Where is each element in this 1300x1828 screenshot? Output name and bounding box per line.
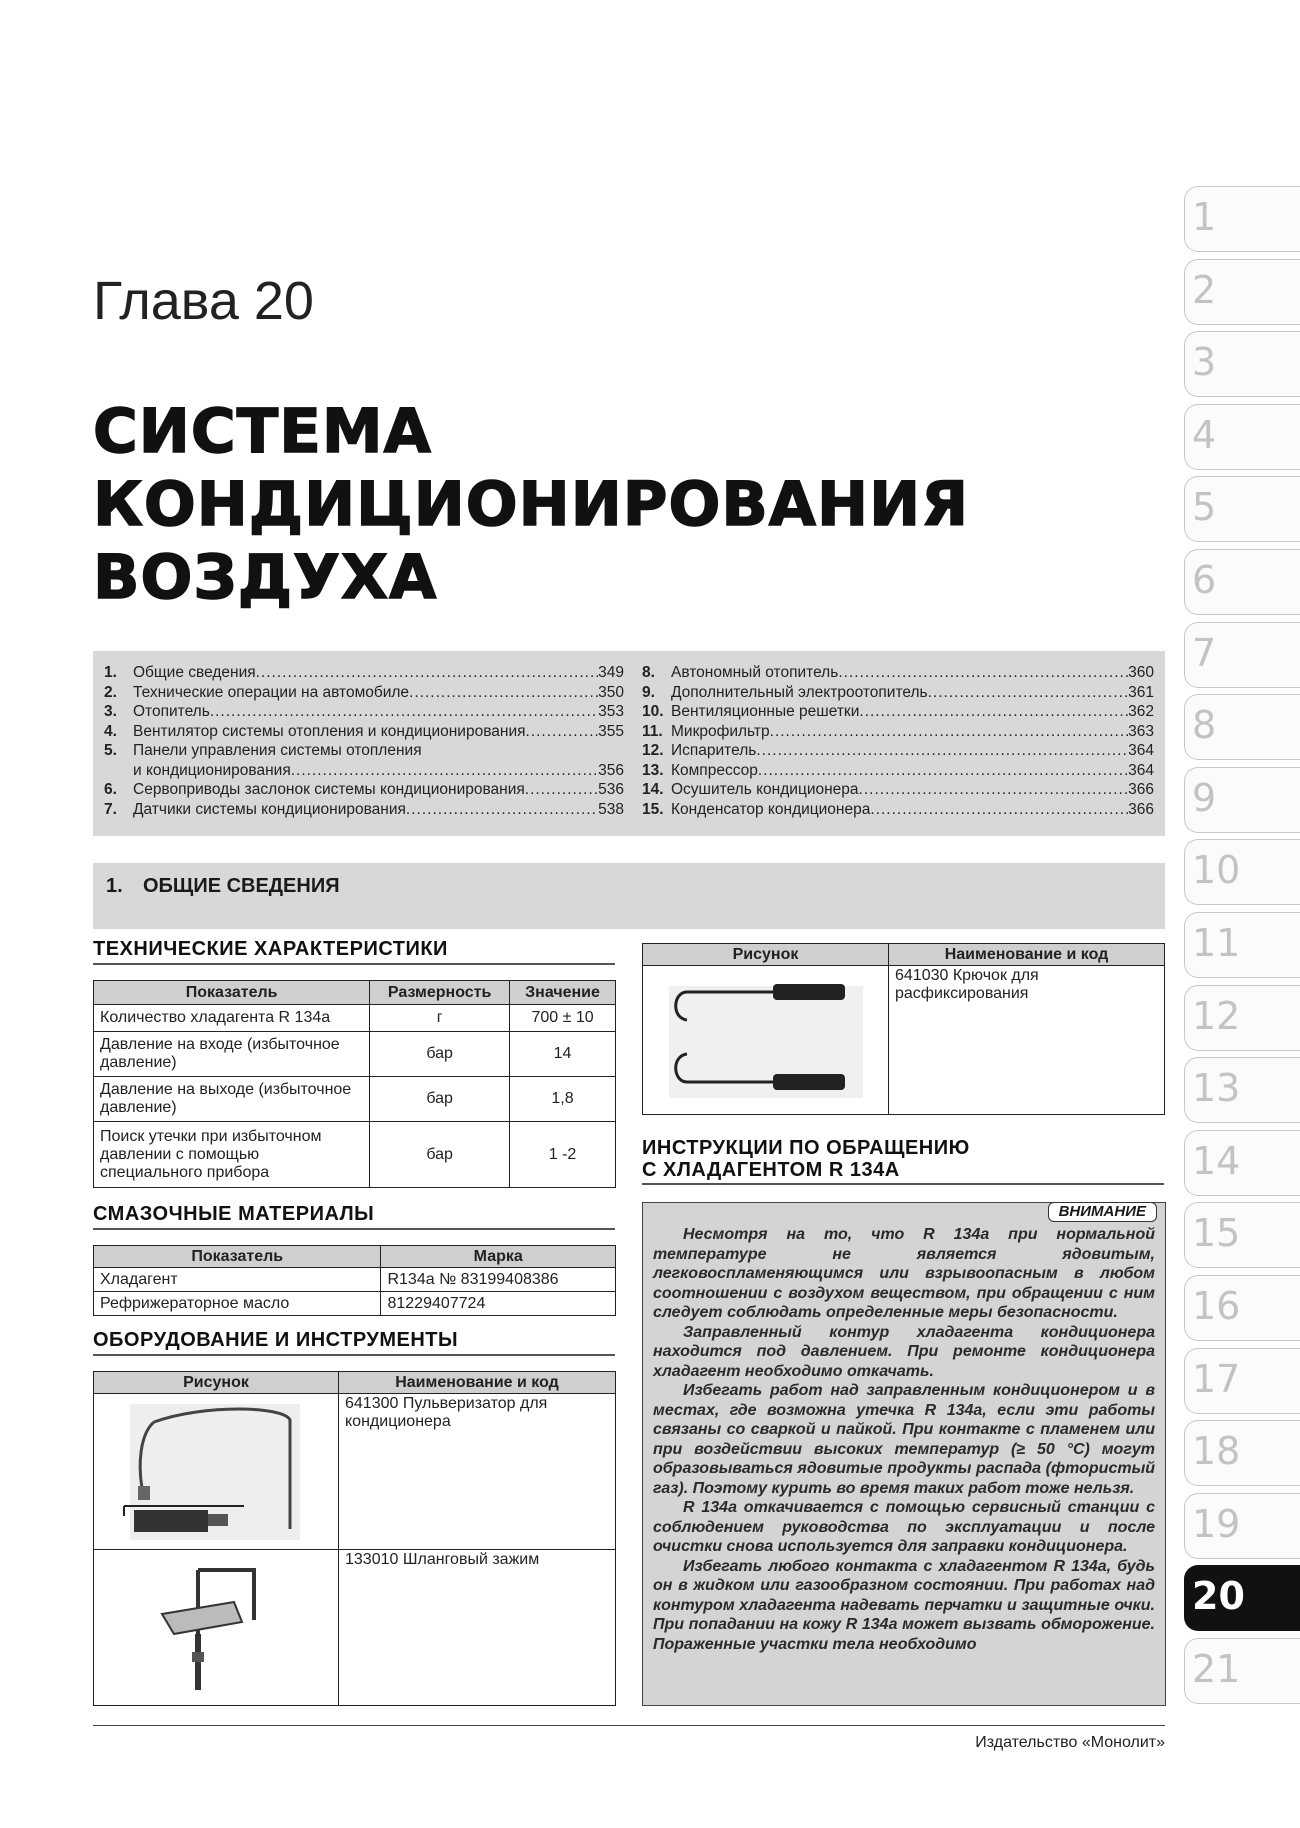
column-header: Рисунок xyxy=(643,944,889,966)
table-cell: 133010 Шланговый зажим xyxy=(339,1550,616,1706)
chapter-title xyxy=(93,395,969,614)
chapter-tab-16[interactable]: 16 xyxy=(1184,1275,1300,1341)
table-cell: Поиск утечки при избыточном давлении с помощью специального прибора xyxy=(94,1122,370,1188)
refrigerant-instructions-heading: ИНСТРУКЦИИ ПО ОБРАЩЕНИЮ С ХЛАДАГЕНТОМ R 134A xyxy=(642,1137,1164,1185)
toc-item[interactable]: 8. Автономный отопитель ..... 360 xyxy=(642,663,1154,683)
toc-item[interactable]: 11. Микрофильтр ..... 363 xyxy=(642,722,1154,742)
chapter-tab-8[interactable]: 8 xyxy=(1184,694,1300,760)
table-cell: Хладагент xyxy=(94,1268,381,1292)
chapter-tab-15[interactable]: 15 xyxy=(1184,1202,1300,1268)
table-cell: 641300 Пульверизатор для кондиционера xyxy=(339,1394,616,1550)
table-header-row xyxy=(94,1246,616,1268)
table-row xyxy=(94,1032,616,1077)
column-header: Марка xyxy=(381,1246,616,1268)
table-cell: бар xyxy=(370,1122,510,1188)
toc-column-left xyxy=(104,663,624,819)
chapter-tab-2[interactable]: 2 xyxy=(1184,259,1300,325)
column-header: Показатель xyxy=(94,1246,381,1268)
chapter-tab-11[interactable]: 11 xyxy=(1184,912,1300,978)
table-cell: 14 xyxy=(510,1032,616,1077)
table-cell: 81229407724 xyxy=(381,1292,616,1316)
warning-paragraph: R 134a откачивается с помощью сервисный станции с соблюдением руководства по эксплуатации и после очистки снова используется для заправки кондиционера. xyxy=(653,1499,1155,1555)
chapter-tab-5[interactable]: 5 xyxy=(1184,476,1300,542)
publisher-footer: Издательство «Монолит» xyxy=(975,1734,1165,1751)
figure-cell xyxy=(643,966,889,1115)
chapter-tab-14[interactable]: 14 xyxy=(1184,1130,1300,1196)
warning-text xyxy=(653,1225,1155,1654)
table-cell: Рефрижераторное масло xyxy=(94,1292,381,1316)
table-row xyxy=(94,1268,616,1292)
column-header: Показатель xyxy=(94,981,370,1005)
column-header: Значение xyxy=(510,981,616,1005)
chapter-tab-21[interactable]: 21 xyxy=(1184,1638,1300,1704)
column-header: Наименование и код xyxy=(889,944,1165,966)
toc-item[interactable]: 12. Испаритель ..... 364 xyxy=(642,741,1154,761)
table-cell: бар xyxy=(370,1032,510,1077)
toc-item[interactable]: 9. Дополнительный электроотопитель ..... 361 xyxy=(642,683,1154,703)
table-row xyxy=(94,1005,616,1032)
footer-divider xyxy=(93,1725,1165,1726)
column-header: Наименование и код xyxy=(339,1372,616,1394)
table-header-row xyxy=(94,981,616,1005)
toc-item[interactable]: 7. Датчики системы кондиционирования ..... 538 xyxy=(104,800,624,820)
toc-item[interactable]: 3. Отопитель ..... 353 xyxy=(104,702,624,722)
toc-item[interactable]: 1. Общие сведения ..... 349 xyxy=(104,663,624,683)
hook-tool-image xyxy=(643,966,888,1114)
table-cell: 700 ± 10 xyxy=(510,1005,616,1032)
table-cell: 1 -2 xyxy=(510,1122,616,1188)
table-cell: 1,8 xyxy=(510,1077,616,1122)
warning-badge: ВНИМАНИЕ xyxy=(1048,1202,1157,1222)
table-cell: Давление на входе (избыточное давление) xyxy=(94,1032,370,1077)
chapter-tab-13[interactable]: 13 xyxy=(1184,1057,1300,1123)
toc-item[interactable]: 10. Вентиляционные решетки ..... 362 xyxy=(642,702,1154,722)
table-row xyxy=(94,1077,616,1122)
chapter-tab-12[interactable]: 12 xyxy=(1184,985,1300,1051)
sprayer-image xyxy=(94,1394,338,1549)
toc-item[interactable]: 15. Конденсатор кондиционера ..... 366 xyxy=(642,800,1154,820)
chapter-tab-7[interactable]: 7 xyxy=(1184,622,1300,688)
hose-clamp-image xyxy=(94,1550,338,1705)
column-header: Размерность xyxy=(370,981,510,1005)
table-row xyxy=(94,1292,616,1316)
table-cell: Количество хладагента R 134a xyxy=(94,1005,370,1032)
table-cell: бар xyxy=(370,1077,510,1122)
toc-item[interactable]: 4. Вентилятор системы отопления и кондиционирования ..... 355 xyxy=(104,722,624,742)
table-cell: г xyxy=(370,1005,510,1032)
tech-specs-table xyxy=(93,980,616,1188)
figure-cell xyxy=(94,1550,339,1706)
toc-item[interactable]: 2. Технические операции на автомобиле ..... 350 xyxy=(104,683,624,703)
equipment-table xyxy=(93,1371,616,1706)
toc-column-right xyxy=(642,663,1154,819)
chapter-tab-10[interactable]: 10 xyxy=(1184,839,1300,905)
column-header: Рисунок xyxy=(94,1372,339,1394)
chapter-tab-3[interactable]: 3 xyxy=(1184,331,1300,397)
title-line: СИСТЕМА xyxy=(93,396,432,467)
chapter-tab-17[interactable]: 17 xyxy=(1184,1348,1300,1414)
chapter-tab-1[interactable]: 1 xyxy=(1184,186,1300,252)
toc-item[interactable]: 5. Панели управления системы отопления xyxy=(104,742,422,759)
warning-paragraph: Избегать любого контакта с хладагентом R 134a, будь он в жидком или газообразном состоянии. При работах над контуром хладагента надевать перчатки и защитные очки. При попадании на кожу R 134a может вызвать обморожение. Пораженные участки тела необходимо xyxy=(653,1557,1155,1653)
section-title: ОБЩИЕ СВЕДЕНИЯ xyxy=(143,875,340,897)
chapter-tab-4[interactable]: 4 xyxy=(1184,404,1300,470)
lubricants-table xyxy=(93,1245,616,1316)
chapter-tab-18[interactable]: 18 xyxy=(1184,1420,1300,1486)
chapter-tab-9[interactable]: 9 xyxy=(1184,767,1300,833)
table-row xyxy=(94,1394,616,1550)
warning-paragraph: Избегать работ над заправленным кондиционером и в местах, где возможна утечка R 134a, если эти работы связаны со сваркой и пайкой. При контакте с пламенем или при воздействии высоких температур (≥ 50 °C) могут образовываться ядовитые продукты распада (фтористый газ). Поэтому курить во время таких работ тоже нельзя. xyxy=(653,1382,1155,1497)
table-row xyxy=(94,1122,616,1188)
section-number: 1. xyxy=(106,875,123,897)
chapter-tab-19[interactable]: 19 xyxy=(1184,1493,1300,1559)
chapter-tab-20[interactable]: 20 xyxy=(1184,1565,1300,1631)
toc-item[interactable]: 6. Сервоприводы заслонок системы кондиционирования ..... 536 xyxy=(104,780,624,800)
warning-paragraph: Заправленный контур хладагента кондиционера находится под давлением. При ремонте кондиционера хладагент необходимо откачать. xyxy=(653,1323,1155,1380)
chapter-label: Глава 20 xyxy=(93,271,314,331)
toc-item[interactable]: и кондиционирования ..... 356 xyxy=(104,761,624,781)
tech-specs-heading: ТЕХНИЧЕСКИЕ ХАРАКТЕРИСТИКИ xyxy=(93,938,615,965)
section-header xyxy=(93,863,1165,929)
table-header-row xyxy=(643,944,1165,966)
toc-item[interactable]: 13. Компрессор ..... 364 xyxy=(642,761,1154,781)
table-cell: 641030 Крючок для расфиксирования xyxy=(889,966,1165,1115)
warning-paragraph: Несмотря на то, что R 134a при нормальной температуре не является ядовитым, легковоспламеняющимся или взрывоопасным в любом соотношении с воздухом веществом, при обращении с ним следует соблюдать определенные меры безопасности. xyxy=(653,1226,1155,1321)
table-cell: R134a № 83199408386 xyxy=(381,1268,616,1292)
chapter-tab-6[interactable]: 6 xyxy=(1184,549,1300,615)
lubricants-heading: СМАЗОЧНЫЕ МАТЕРИАЛЫ xyxy=(93,1203,615,1230)
release-hook-table xyxy=(642,943,1165,1115)
table-header-row xyxy=(94,1372,616,1394)
table-row xyxy=(643,966,1165,1115)
table-of-contents xyxy=(93,651,1165,836)
toc-item[interactable]: 14. Осушитель кондиционера ..... 366 xyxy=(642,780,1154,800)
warning-box xyxy=(642,1202,1166,1706)
table-cell: Давление на выходе (избыточное давление) xyxy=(94,1077,370,1122)
title-line: КОНДИЦИОНИРОВАНИЯ xyxy=(93,469,970,540)
figure-cell xyxy=(94,1394,339,1550)
title-line: ВОЗДУХА xyxy=(93,542,438,613)
table-row xyxy=(94,1550,616,1706)
equipment-heading: ОБОРУДОВАНИЕ И ИНСТРУМЕНТЫ xyxy=(93,1329,615,1356)
